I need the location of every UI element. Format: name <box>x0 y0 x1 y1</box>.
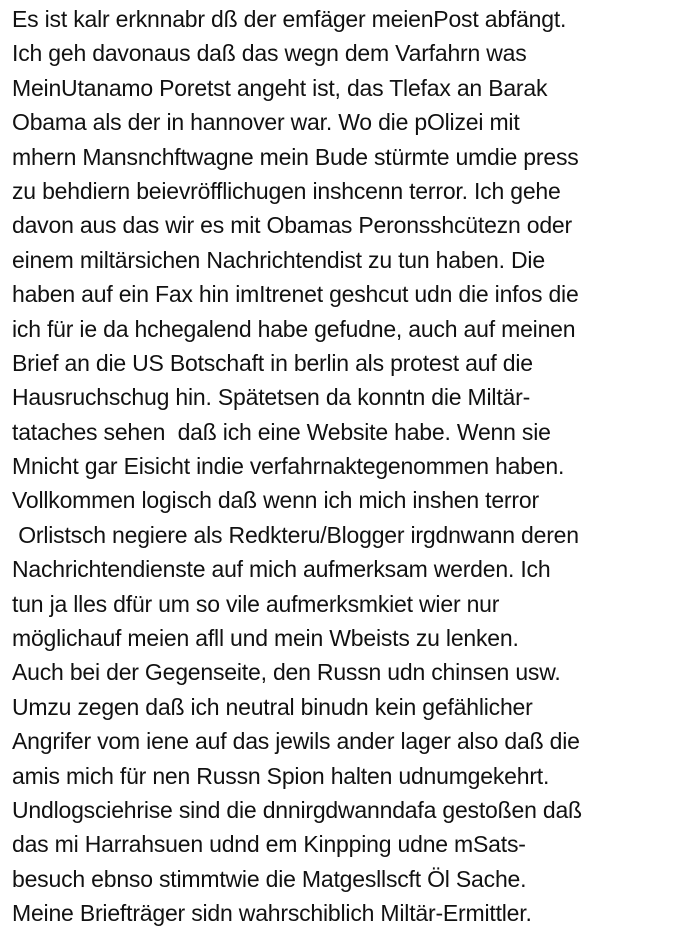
text-line: Vollkommen logisch daß wenn ich mich inshen terror <box>12 487 539 514</box>
text-line: besuch ebnso stimmtwie die Matgesllscft Öl Sache. <box>12 865 527 892</box>
text-line: Hausruchschug hin. Spätetsen da konntn die Miltär- <box>12 384 531 411</box>
text-line: Meine Briefträger sidn wahrschiblich Miltär-Ermittler. <box>12 900 532 927</box>
text-line: Ich geh davonaus daß das wegn dem Varfahrn was <box>12 40 527 67</box>
text-line: MeinUtanamo Poretst angeht ist, das Tlefax an Barak <box>12 74 548 101</box>
text-line: einem miltärsichen Nachrichtendist zu tun haben. Die <box>12 246 545 273</box>
text-line: zu behdiern beievröfflichugen inshcenn terror. Ich gehe <box>12 177 561 204</box>
text-line: Umzu zegen daß ich neutral binudn kein gefählicher <box>12 693 533 720</box>
text-line: das mi Harrahsuen udnd em Kinpping udne mSats- <box>12 831 526 858</box>
text-line: mhern Mansnchftwagne mein Bude stürmte umdie press <box>12 143 579 170</box>
text-line: Undlogsciehrise sind die dnnirgdwanndafa gestoßen daß <box>12 796 582 823</box>
text-line: Auch bei der Gegenseite, den Russn udn chinsen usw. <box>12 659 561 686</box>
text-line: Obama als der in hannover war. Wo die pOlizei mit <box>12 109 520 136</box>
text-line: tataches sehen daß ich eine Website habe. Wenn sie <box>12 418 551 445</box>
text-line: haben auf ein Fax hin imItrenet geshcut udn die infos die <box>12 281 579 308</box>
text-line: Es ist kalr erknnabr dß der emfäger meienPost abfängt. <box>12 6 567 32</box>
text-line: Angrifer vom iene auf das jewils ander lager also daß die <box>12 728 580 755</box>
text-line: Nachrichtendienste auf mich aufmerksam werden. Ich <box>12 556 551 583</box>
text-line: amis mich für nen Russn Spion halten udnumgekehrt. <box>12 762 550 789</box>
text-line: Mnicht gar Eisicht indie verfahrnaktegenommen haben. <box>12 453 565 480</box>
text-line: tun ja lles dfür um so vile aufmerksmkiet wier nur <box>12 590 500 617</box>
text-line: Orlistsch negiere als Redkteru/Blogger irgdnwann deren <box>12 521 579 548</box>
text-line: möglichauf meien afll und mein Wbeists zu lenken. <box>12 625 519 652</box>
text-line: ich für ie da hchegalend habe gefudne, auch auf meinen <box>12 315 576 342</box>
text-line: Brief an die US Botschaft in berlin als protest auf die <box>12 349 533 376</box>
document-text <box>12 2 684 931</box>
text-line: davon aus das wir es mit Obamas Peronsshcütezn oder <box>12 212 572 239</box>
